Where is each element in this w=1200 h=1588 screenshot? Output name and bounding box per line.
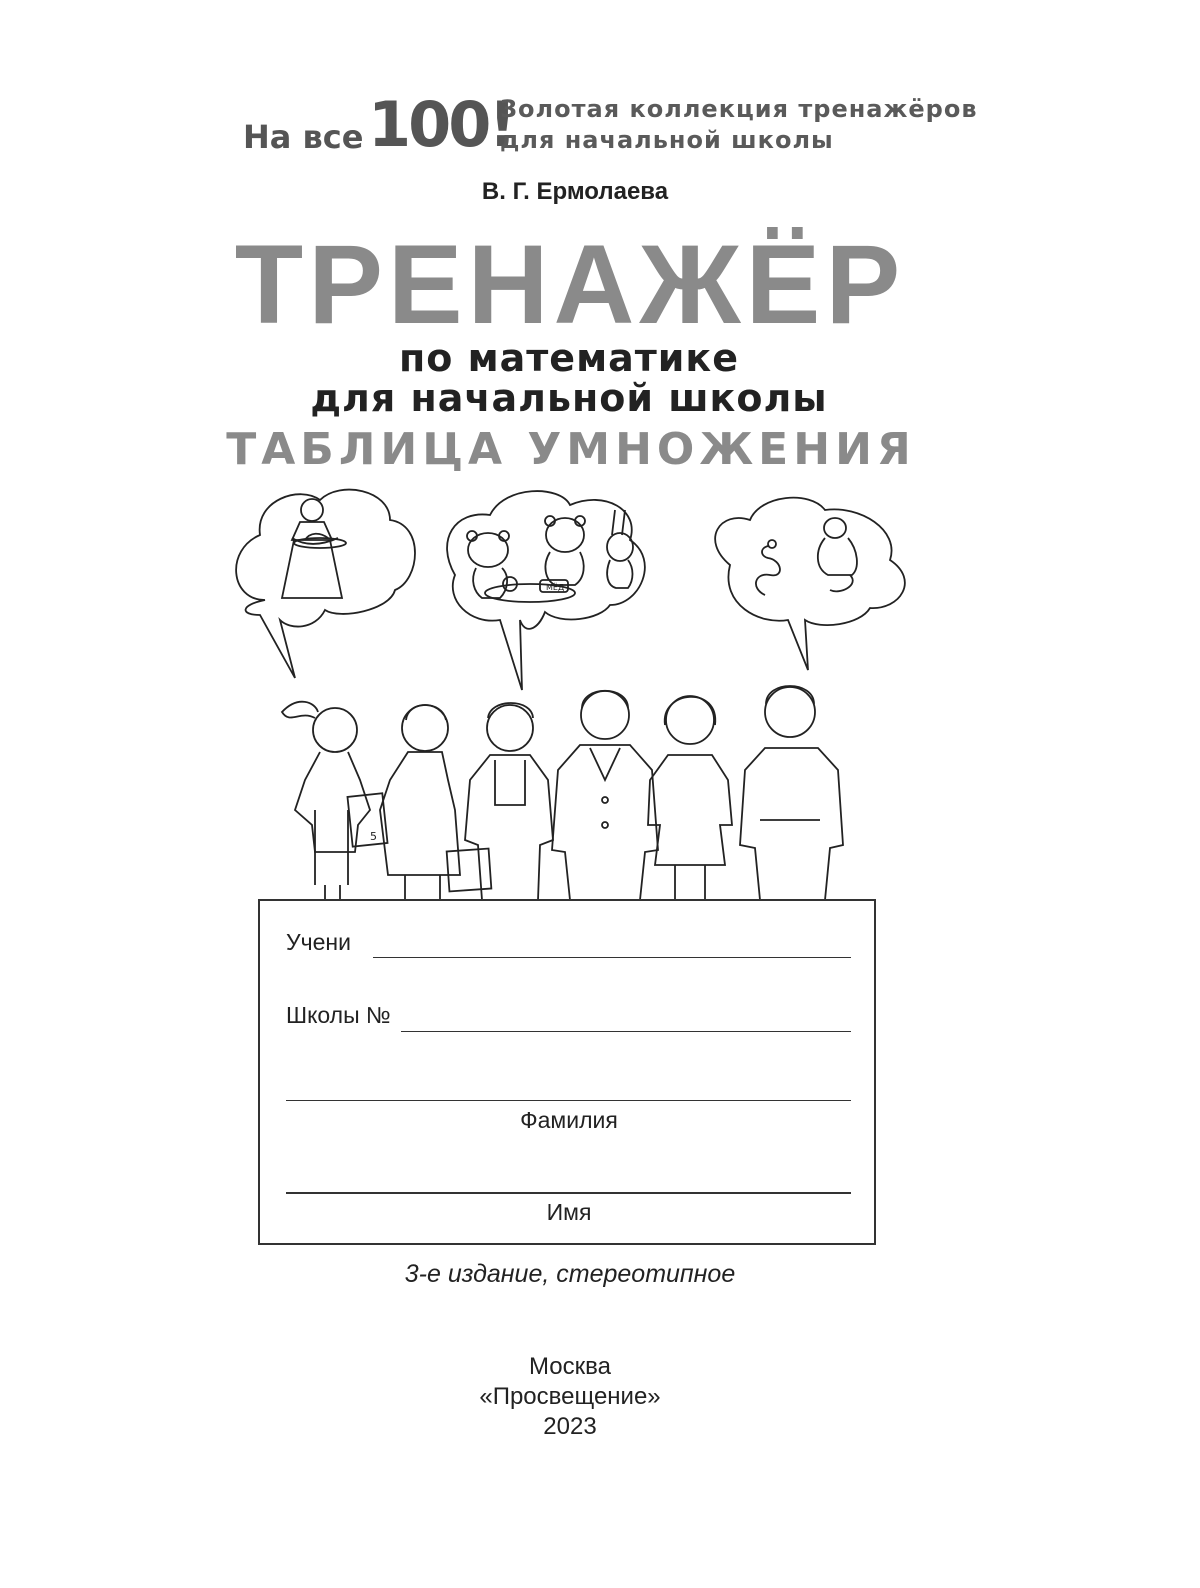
thought-bubble-right — [715, 498, 905, 670]
children-illustration — [220, 480, 940, 900]
child-5 — [648, 696, 732, 900]
first-name-caption: Имя — [546, 1199, 592, 1225]
surname-caption: Фамилия — [520, 1107, 618, 1133]
student-label: Учени — [286, 929, 351, 955]
author: В. Г. Ермолаева — [481, 178, 669, 205]
thought-bubble-left — [236, 490, 415, 678]
tablet-digit: 5 — [370, 830, 377, 843]
publisher-city: Москва — [529, 1353, 611, 1380]
subtitle-line1: по математике — [398, 336, 739, 380]
series-tagline-line1: Золотая коллекция тренажёров — [500, 95, 978, 123]
school-label: Школы № — [286, 1002, 391, 1028]
thought-bubble-center — [447, 491, 645, 690]
topic-title: ТАБЛИЦА УМНОЖЕНИЯ — [226, 424, 916, 475]
surname-field[interactable] — [286, 1100, 851, 1101]
page-title: ТРЕНАЖЁР — [234, 222, 906, 347]
series-header — [0, 88, 1200, 161]
series-number: 100! — [368, 88, 514, 161]
student-name-field[interactable] — [373, 957, 851, 958]
series-tagline-line2: для начальной школы — [500, 126, 834, 154]
school-number-field[interactable] — [401, 1031, 851, 1032]
student-info-form — [258, 899, 876, 1245]
publisher-block — [0, 1352, 1140, 1442]
girl-with-tray-icon — [282, 499, 346, 598]
animals-at-table-icon — [467, 510, 633, 602]
child-6 — [740, 686, 843, 900]
first-name-field[interactable] — [286, 1192, 851, 1194]
child-3 — [447, 703, 553, 900]
subtitle — [0, 338, 1138, 418]
series-prefix: На все — [243, 118, 364, 156]
honey-label: МЁД — [546, 583, 565, 592]
series-tagline — [500, 94, 978, 156]
child-1 — [282, 702, 388, 900]
children-group — [282, 686, 843, 900]
snake-and-monkey-icon — [756, 518, 857, 595]
edition-note: 3-е издание, стереотипное — [404, 1260, 736, 1288]
publisher-name: «Просвещение» — [479, 1383, 661, 1410]
subtitle-line2: для начальной школы — [310, 376, 828, 420]
publication-year: 2023 — [543, 1413, 597, 1440]
child-4 — [552, 691, 658, 900]
